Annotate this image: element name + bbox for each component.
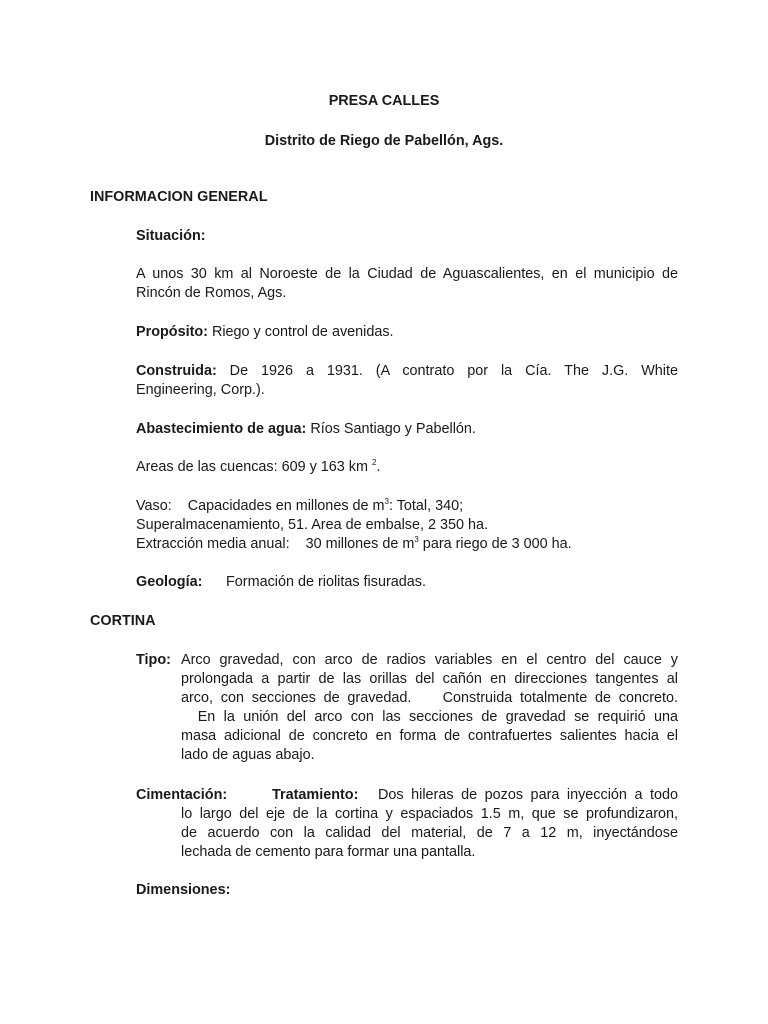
abastecimiento-label: Abastecimiento de agua: — [136, 421, 307, 437]
dimensiones-label: Dimensiones: — [136, 882, 231, 898]
vaso-line-3-text: Extracción media anual: 30 millones de m — [136, 536, 415, 552]
construida-line-2: Engineering, Corp.). — [136, 382, 265, 398]
cimentacion-line-3: de acuerdo con la calidad del material, de 7 a 12 m, inyectándose — [181, 825, 678, 841]
vaso-line-1-end: : Total, 340; — [388, 498, 464, 514]
cimentacion-line-4: lechada de cemento para formar una pantalla. — [181, 844, 476, 860]
areas-paragraph — [136, 458, 678, 477]
situacion-label: Situación: — [136, 228, 206, 244]
areas-superscript: 2 — [371, 458, 377, 468]
construida-line-1 — [136, 362, 678, 381]
cimentacion-line-2: lo largo del eje de la cortina y espaciados 1.5 m, que se profundizaron, — [181, 806, 678, 822]
vaso-line-2: Superalmacenamiento, 51. Area de embalse, 2 350 ha. — [136, 517, 489, 533]
situacion-line-2: Rincón de Romos, Ags. — [136, 285, 287, 301]
construida-text-1: De 1926 a 1931. (A contrato por la Cía. The J.G. White — [216, 363, 678, 379]
areas-end: . — [376, 459, 381, 475]
situacion-line-1: A unos 30 km al Noroeste de la Ciudad de Aguascalientes, en el municipio de — [136, 266, 678, 282]
vaso-line-3-end: para riego de 3 000 ha. — [418, 536, 572, 552]
tipo-line-5: masa adicional de concreto en forma de contrafuertes salientes hacia el — [181, 728, 678, 744]
proposito-text: Riego y control de avenidas. — [207, 324, 394, 340]
tipo-line-2: prolongada a partir de las orillas del cañón en direcciones tangentes al — [181, 671, 678, 687]
tipo-line-3: arco, con secciones de gravedad. Construida totalmente de concreto. — [181, 690, 678, 706]
vaso-line-3 — [136, 535, 678, 554]
vaso-paragraph — [136, 497, 678, 554]
proposito-paragraph — [136, 323, 678, 342]
areas-text: Areas de las cuencas: 609 y 163 km — [136, 459, 372, 475]
tipo-line-1: Arco gravedad, con arco de radios variables en el centro del cauce y — [181, 652, 678, 668]
tratamiento-label: Tratamiento: — [272, 787, 359, 803]
page-title: PRESA CALLES — [328, 93, 440, 109]
cimentacion-line-1-text: Dos hileras de pozos para inyección a todo — [378, 787, 678, 803]
cimentacion-label: Cimentación: — [136, 787, 228, 803]
abastecimiento-paragraph — [136, 420, 678, 439]
vaso-line-3-superscript: 3 — [414, 535, 419, 545]
section-heading-general: INFORMACION GENERAL — [90, 189, 268, 205]
construida-label: Construida: — [136, 363, 217, 379]
proposito-label: Propósito: — [136, 324, 208, 340]
page-subtitle: Distrito de Riego de Pabellón, Ags. — [264, 133, 504, 149]
abastecimiento-text: Ríos Santiago y Pabellón. — [306, 421, 476, 437]
tipo-line-4: En la unión del arco con las secciones de gravedad se requirió una — [181, 709, 678, 725]
cimentacion-line-1 — [378, 786, 678, 805]
situacion-paragraph — [136, 265, 678, 303]
section-heading-cortina: CORTINA — [90, 613, 156, 629]
tipo-line-6: lado de aguas abajo. — [181, 747, 315, 763]
construida-paragraph — [136, 362, 678, 400]
tipo-paragraph — [181, 651, 678, 765]
cimentacion-paragraph — [181, 805, 678, 862]
vaso-line-1-superscript: 3 — [384, 497, 389, 507]
vaso-line-1-text: Vaso: Capacidades en millones de m — [136, 498, 385, 514]
tipo-label: Tipo: — [136, 652, 171, 668]
geologia-text: Formación de riolitas fisuradas. — [226, 574, 426, 590]
vaso-line-1 — [136, 497, 678, 516]
geologia-label: Geología: — [136, 574, 203, 590]
